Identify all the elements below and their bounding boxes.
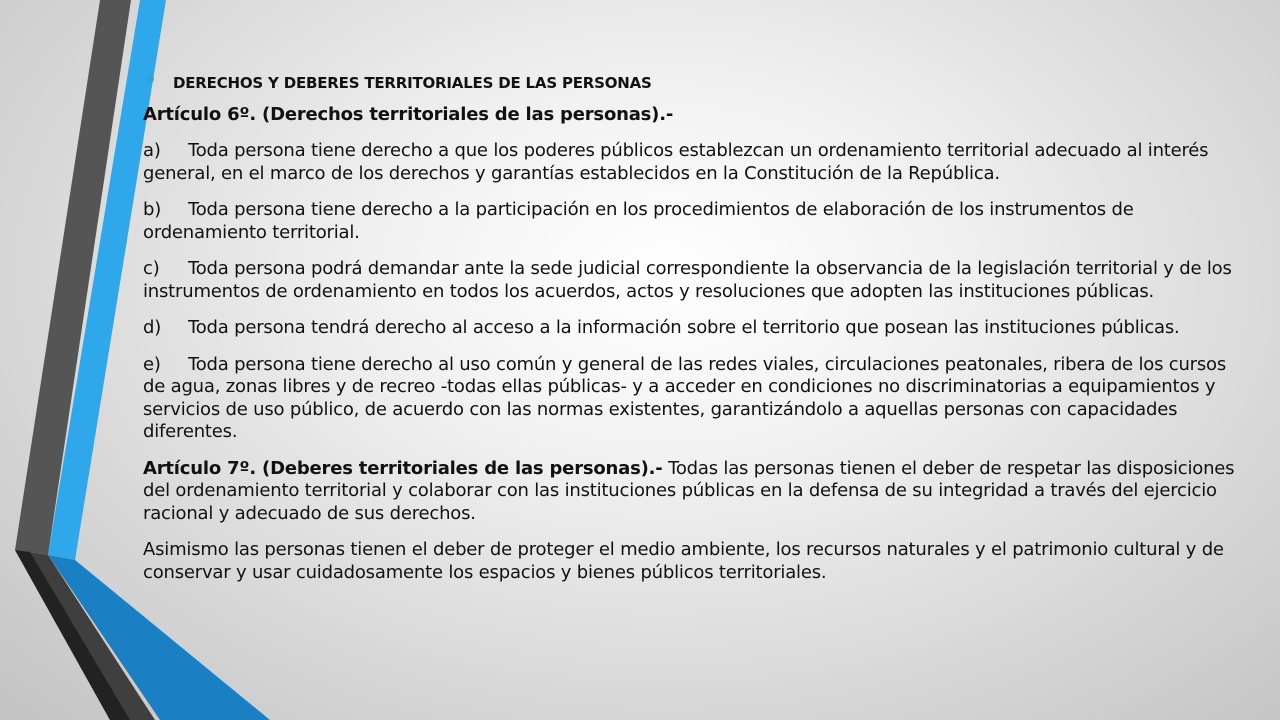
item-label: d) xyxy=(143,317,162,338)
item-label: c) xyxy=(143,258,160,279)
slide-heading xyxy=(143,68,1253,94)
closing-paragraph: Asimismo las personas tienen el deber de proteger el medio ambiente, los recursos naturales y el patrimonio cultural y de conservar y usar cuidadosamente los espacios y bienes públicos territoriales. xyxy=(143,539,1224,583)
slide-content xyxy=(143,68,1253,598)
item-label: a) xyxy=(143,140,161,161)
list-item-d xyxy=(143,317,1253,340)
item-text: Toda persona podrá demandar ante la sede judicial correspondiente la observancia de la legislación territorial y de los instrumentos de ordenamiento en todos los acuerdos, actos y resoluciones que adopten las instituciones públicas. xyxy=(143,258,1232,302)
item-text: Toda persona tiene derecho a que los poderes públicos establezcan un ordenamiento territorial adecuado al interés general, en el marco de los derechos y garantías establecidos en la Constitución de la República. xyxy=(143,140,1209,184)
list-item-c xyxy=(143,258,1253,303)
bullet-icon: • xyxy=(143,68,157,93)
item-text: Toda persona tendrá derecho al acceso a la información sobre el territorio que posean las instituciones públicas. xyxy=(188,317,1180,338)
list-item-e xyxy=(143,354,1253,444)
article-7-paragraph xyxy=(143,458,1253,526)
item-text: Toda persona tiene derecho a la participación en los procedimientos de elaboración de los instrumentos de ordenamiento territorial. xyxy=(143,199,1134,243)
item-label: b) xyxy=(143,199,162,220)
item-text: Toda persona tiene derecho al uso común y general de las redes viales, circulaciones peatonales, ribera de los cursos de agua, zonas libres y de recreo -todas ellas públicas- y a acceder en condiciones no discriminatorias a equipamientos y servicios de uso público, de acuerdo con las normas existentes, garantizándolo a aquellas personas con capacidades diferentes. xyxy=(143,353,1227,442)
article-7-title: Artículo 7º. (Deberes territoriales de las personas).- xyxy=(143,457,663,479)
article-6-title: Artículo 6º. (Derechos territoriales de las personas).- xyxy=(143,104,674,125)
heading-text: DERECHOS Y DEBERES TERRITORIALES DE LAS PERSONAS xyxy=(173,74,652,92)
article-7-text: Todas las personas tienen el deber de respetar las disposiciones del ordenamiento territorial y colaborar con las instituciones públicas en la defensa de su integridad a través del ejercicio racional y adecuado de sus derechos. xyxy=(143,457,1235,524)
item-label: e) xyxy=(143,353,161,375)
list-item-a xyxy=(143,140,1253,185)
list-item-b xyxy=(143,199,1253,244)
